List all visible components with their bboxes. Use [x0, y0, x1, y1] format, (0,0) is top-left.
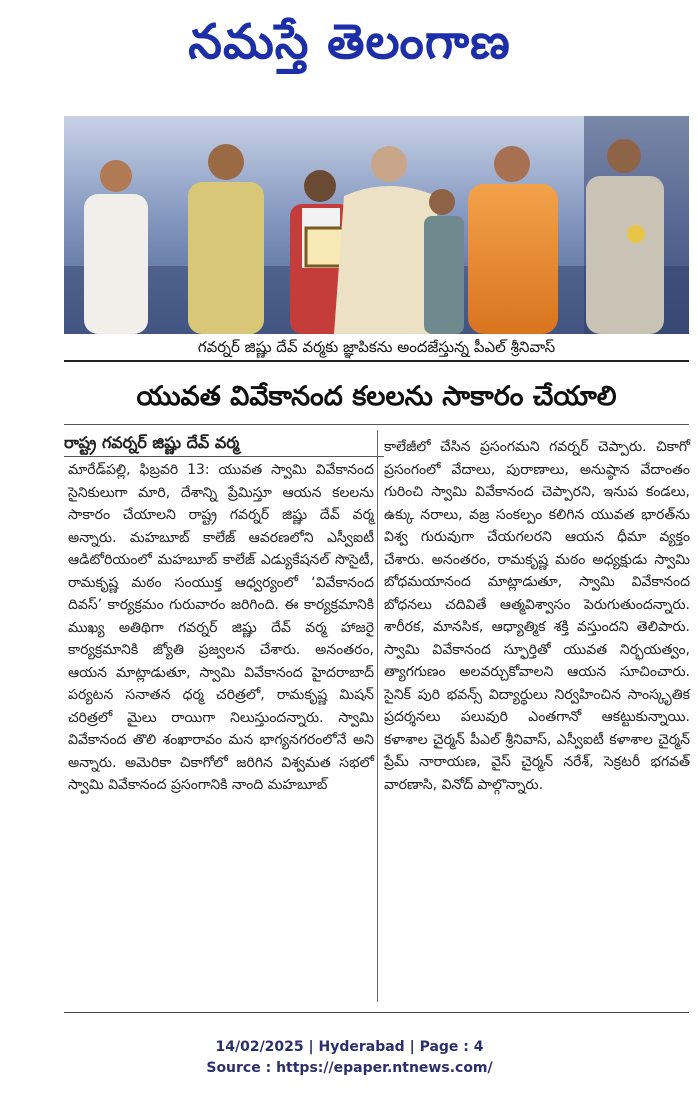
photo-caption: గవర్నర్ జిష్ణు దేవ్ వర్మకు జ్ఞాపికను అందజేస్తున్న పీఎల్ శ్రీనివాస్ [64, 334, 689, 362]
article-column-2: కాలేజీలో చేసిన ప్రసంగమని గవర్నర్ చెప్పారు. చికాగో ప్రసంగంలో వేదాలు, పురాణాలు, అనుష్ఠాన వేదాంతం గురించి స్వామి వివేకానంద చెప్పారని, ఇనుప కండలు, ఉక్కు నరాలు, వజ్ర సంకల్పం కలిగిన యువత భారత్‌ను విశ్వ గురువుగా చేయగలరని ఆయన ధీమా వ్యక్తం చేశారు. అనంతరం, రామకృష్ణ మఠం అధ్యక్షుడు స్వామి బోధమయానంద మాట్లాడుతూ, స్వామి వివేకానంద బోధనలు చదివితే ఆత్మవిశ్వాసం పెరుగుతుందన్నారు. శారీరక, మానసిక, ఆధ్యాత్మిక శక్తి వస్తుందని తెలిపారు. స్వామి వివేకానంద స్ఫూర్తితో యువత నిర్భయత్వం, త్యాగగుణం అలవర్చుకోవాలని ఆయన సూచించారు. సైనిక్‌ పురి భవన్స్ విద్యార్థులు నిర్వహించిన సాంస్కృతిక ప్రదర్శనలు పలువురి ఎంతగానో ఆకట్టుకున్నాయి. కళాశాల చైర్మన్ పీఎల్ శ్రీనివాస్, ఎస్వీఐటీ కళాశాల చైర్మన్ ప్రేమ్ నారాయణ, వైస్ చైర్మన్ నరేశ్, సెక్రటరీ భగవత్ వారణాసి, వినోద్ పాల్గొన్నారు. [384, 439, 690, 793]
newspaper-masthead: నమస్తే తెలంగాణ [188, 14, 511, 70]
article-column-1: మారేడ్‌పల్లి, ఫిబ్రవరి 13: యువత స్వామి వివేకానంద సైనికులుగా మారి, దేశాన్ని ప్రేమిస్తూ ఆయన కలలను సాకారం చేయాలని రాష్ట్ర గవర్నర్ జిష్ణు దేవ్ వర్మ అన్నారు. మహబూబ్ కాలేజ్ ఆవరణలోని ఎస్వీఐటీ ఆడిటోరియంలో మహబూబ్ కాలేజ్ ఎడ్యుకేషనల్ సొసైటీ, రామకృష్ణ మఠం సంయుక్త ఆధ్వర్యంలో ‘వివేకానంద దివస్’ కార్యక్రమం గురువారం జరిగింది. ఈ కార్యక్రమానికి ముఖ్య అతిథిగా గవర్నర్ జిష్ణు దేవ్ వర్మ హాజరై కార్యక్రమానికి జ్యోతి ప్రజ్వలన చేశారు. అనంతరం, ఆయన మాట్లాడుతూ, స్వామి వివేకానంద హైదరాబాద్ పర్యటన సనాతన ధర్మ చరిత్రలో, రామకృష్ణ మిషన్ చరిత్రలో మైలు రాయిగా నిలుస్తుందన్నారు. స్వామి వివేకానంద తొలి శంఖారావం మన భాగ్యనగరంలోనే అని అన్నారు. అమెరికా చికాగోలో జరిగిన విశ్వమత సభలో స్వామి వివేకానంద ప్రసంగానికి నాంది మహబూబ్ [68, 462, 374, 793]
article-subheadline: రాష్ట్ర గవర్నర్ జిష్ణు దేవ్ వర్మ [64, 430, 384, 457]
footer-source: Source : https://epaper.ntnews.com/ [206, 1060, 493, 1076]
footer-dateline: 14/02/2025 | Hyderabad | Page : 4 [215, 1039, 484, 1055]
news-photo [64, 116, 689, 334]
headline-rule [64, 424, 689, 425]
bottom-rule [64, 1012, 689, 1013]
column-divider [377, 430, 378, 1002]
article-headline: యువత వివేకానంద కలలను సాకారం చేయాలి [136, 381, 617, 412]
